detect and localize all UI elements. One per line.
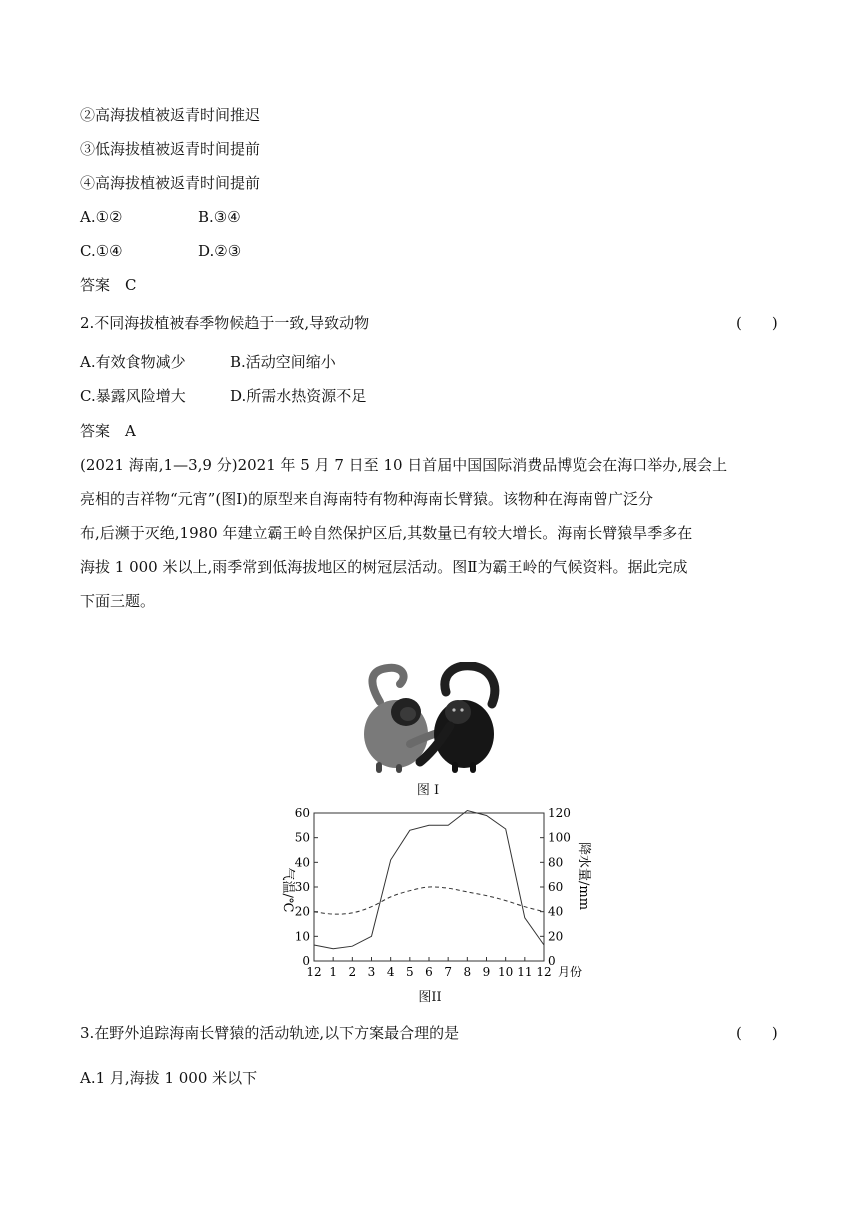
- y-tick-label-right: 80: [548, 855, 564, 870]
- x-axis-label: 月份: [558, 965, 583, 979]
- q3-option-a: A.1 月,海拔 1 000 米以下: [80, 1069, 258, 1087]
- x-tick-label: 4: [386, 965, 395, 979]
- y-tick-label-left: 20: [294, 904, 310, 919]
- y-tick-label-right: 100: [548, 830, 571, 845]
- passage-line: 布,后濒于灭绝,1980 年建立霸王岭自然保护区后,其数量已有较大增长。海南长臂猿旱季多在: [80, 524, 693, 542]
- y-tick-label-left: 50: [294, 830, 310, 845]
- q1-option-c: C.①④: [80, 242, 123, 260]
- figure-1-caption: 图 I: [416, 783, 440, 798]
- mascot-gibbons-illustration: [350, 662, 510, 774]
- q2-option-c: C.暴露风险增大: [80, 387, 186, 405]
- q1-option-d: D.②③: [198, 242, 242, 260]
- y-tick-label-left: 30: [294, 880, 310, 894]
- option-text: ③低海拔植被返青时间提前: [80, 140, 261, 158]
- answer-2: 答案 A: [80, 422, 136, 440]
- y-axis-label-right: 降水量/mm: [576, 841, 591, 911]
- q2-option-a: A.有效食物减少: [80, 353, 186, 371]
- answer-paren-3: ( ): [736, 1024, 778, 1042]
- passage-line: (2021 海南,1—3,9 分)2021 年 5 月 7 日至 10 日首届中国国际消费品博览会在海口举办,展会上: [80, 456, 728, 474]
- y-tick-label-left: 10: [294, 929, 310, 944]
- q1-option-b: B.③④: [198, 208, 241, 226]
- y-tick-label-left: 40: [294, 855, 310, 870]
- grey-gibbon-figure: [364, 668, 446, 773]
- question-3-stem: 3.在野外追踪海南长臂猿的活动轨迹,以下方案最合理的是: [80, 1024, 460, 1042]
- y-tick-label-right: 40: [548, 904, 564, 919]
- passage-line: 下面三题。: [80, 592, 156, 610]
- x-tick-label: 12: [536, 965, 552, 979]
- passage: [80, 448, 780, 618]
- option-text: ④高海拔植被返青时间提前: [80, 174, 261, 192]
- x-tick-label: 12: [306, 965, 322, 979]
- climate-chart: [264, 798, 624, 984]
- figure-2-caption: 图II: [418, 990, 442, 1005]
- y-tick-label-right: 60: [548, 880, 564, 894]
- q2-option-d: D.所需水热资源不足: [230, 387, 367, 405]
- x-tick-label: 6: [425, 965, 433, 979]
- x-tick-label: 3: [367, 965, 376, 979]
- x-tick-label: 8: [463, 965, 472, 979]
- passage-line: 海拔 1 000 米以上,雨季常到低海拔地区的树冠层活动。图Ⅱ为霸王岭的气候资料。据此完成: [80, 558, 688, 576]
- temperature-series-line: [314, 887, 544, 914]
- y-tick-label-right: 0: [548, 954, 556, 968]
- option-text: ②高海拔植被返青时间推迟: [80, 106, 261, 124]
- x-tick-label: 10: [498, 965, 514, 979]
- x-tick-label: 2: [348, 965, 357, 979]
- y-tick-label-left: 60: [294, 806, 310, 820]
- precipitation-series-line: [314, 811, 544, 949]
- y-tick-label-right: 20: [548, 929, 564, 944]
- answer-paren-2: ( ): [736, 314, 778, 332]
- q1-option-a: A.①②: [80, 208, 123, 226]
- question-2-stem: 2.不同海拔植被春季物候趋于一致,导致动物: [80, 314, 370, 332]
- y-tick-label-right: 120: [548, 806, 571, 820]
- answer-1: 答案 C: [80, 276, 137, 294]
- x-tick-label: 5: [406, 965, 414, 979]
- x-tick-label: 1: [329, 965, 337, 979]
- y-tick-label-left: 0: [302, 954, 310, 968]
- black-gibbon-figure: [420, 666, 495, 773]
- y-axis-label-left: 气温/℃: [280, 867, 295, 913]
- x-tick-label: 11: [517, 965, 533, 979]
- x-tick-label: 7: [444, 965, 452, 979]
- passage-line: 亮相的吉祥物“元宵”(图Ⅰ)的原型来自海南特有物种海南长臂猿。该物种在海南曾广泛分: [80, 490, 653, 508]
- x-tick-label: 9: [482, 965, 491, 979]
- q2-option-b: B.活动空间缩小: [230, 353, 336, 371]
